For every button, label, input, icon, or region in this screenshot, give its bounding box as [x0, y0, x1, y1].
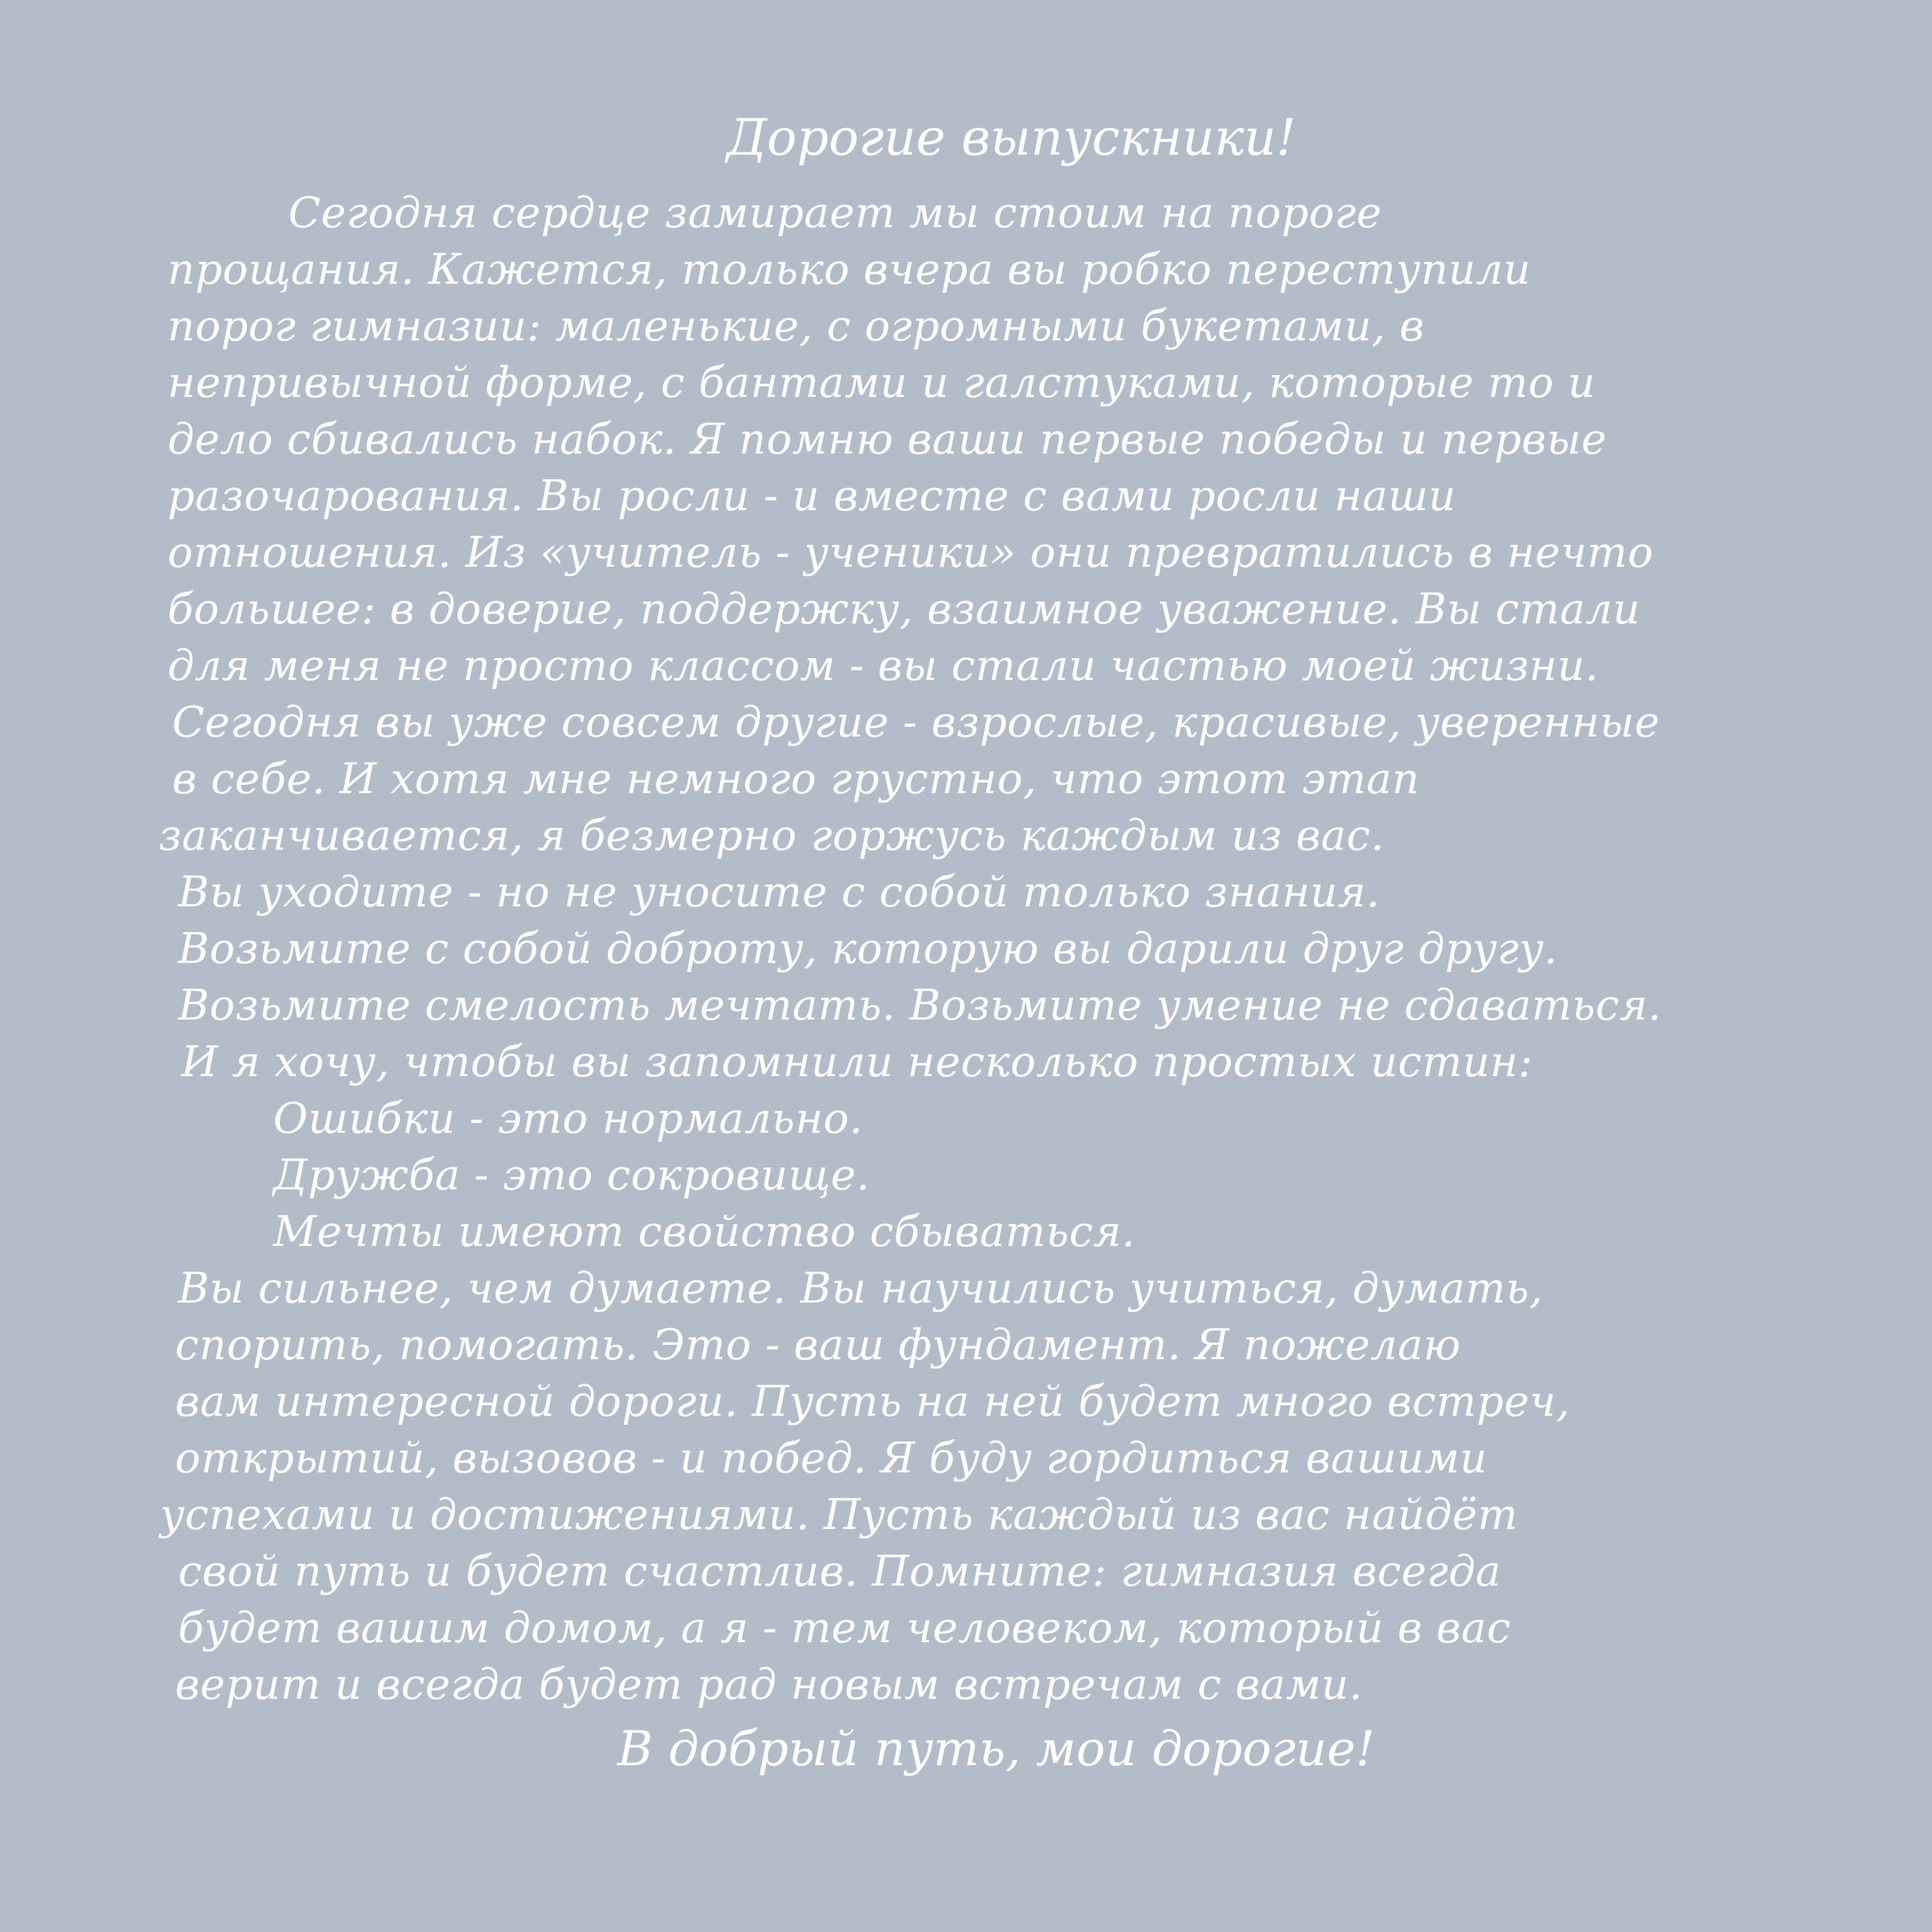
- letter-line-4: непривычной форме, с бантами и галстуками, которые то и: [168, 358, 1596, 408]
- letter-line-1: Сегодня сердце замирает мы стоим на пороге: [288, 189, 1382, 238]
- letter-line-9: для меня не просто классом - вы стали частью моей жизни.: [168, 641, 1599, 691]
- letter-truth-3: Мечты имеют свойство сбываться.: [273, 1208, 1136, 1257]
- letter-truth-2: Дружба - это сокровище.: [273, 1151, 870, 1200]
- letter-line-5: дело сбивались набок. Я помню ваши первые победы и первые: [168, 415, 1607, 464]
- letter-line-3: порог гимназии: маленькие, с огромными букетами, в: [168, 302, 1425, 351]
- letter-line-27: верит и всегда будет рад новым встречам с вами.: [175, 1660, 1363, 1709]
- letter-line-20: Вы сильнее, чем думаете. Вы научились учиться, думать,: [178, 1264, 1543, 1313]
- letter-line-25: свой путь и будет счастлив. Помните: гимназия всегда: [178, 1547, 1502, 1596]
- letter-line-26: будет вашим домом, а я - тем человеком, который в вас: [178, 1604, 1511, 1653]
- letter-line-13: Вы уходите - но не уносите с собой только знания.: [178, 868, 1380, 917]
- letter-line-12: заканчивается, я безмерно горжусь каждым из вас.: [158, 811, 1385, 860]
- letter-line-14: Возьмите с собой доброту, которую вы дарили друг другу.: [178, 924, 1558, 974]
- letter-line-8: большее: в доверие, поддержку, взаимное уважение. Вы стали: [168, 585, 1641, 634]
- letter-line-6: разочарования. Вы росли - и вместе с вами росли наши: [168, 472, 1457, 521]
- letter-line-11: в себе. И хотя мне немного грустно, что этот этап: [172, 755, 1420, 804]
- letter-line-10: Сегодня вы уже совсем другие - взрослые, красивые, уверенные: [172, 698, 1660, 747]
- letter-line-2: прощания. Кажется, только вчера вы робко переступили: [168, 245, 1531, 294]
- letter-line-23: открытий, вызовов - и побед. Я буду гордиться вашими: [175, 1434, 1487, 1483]
- letter-line-22: вам интересной дороги. Пусть на ней будет много встреч,: [175, 1377, 1571, 1426]
- letter-line-21: спорить, помогать. Это - ваш фундамент. Я пожелаю: [175, 1321, 1461, 1370]
- letter-line-15: Возьмите смелость мечтать. Возьмите умение не сдаваться.: [178, 981, 1662, 1030]
- letter-line-16: И я хочу, чтобы вы запомнили несколько простых истин:: [181, 1038, 1534, 1087]
- letter-title: Дорогие выпускники!: [726, 109, 1297, 167]
- letter-line-24: успехами и достижениями. Пусть каждый из вас найдёт: [160, 1491, 1518, 1540]
- letter-line-7: отношения. Из «учитель - ученики» они превратились в нечто: [168, 528, 1654, 577]
- letter-closing: В добрый путь, мои дорогие!: [617, 1721, 1375, 1777]
- letter-truth-1: Ошибки - это нормально.: [273, 1094, 863, 1143]
